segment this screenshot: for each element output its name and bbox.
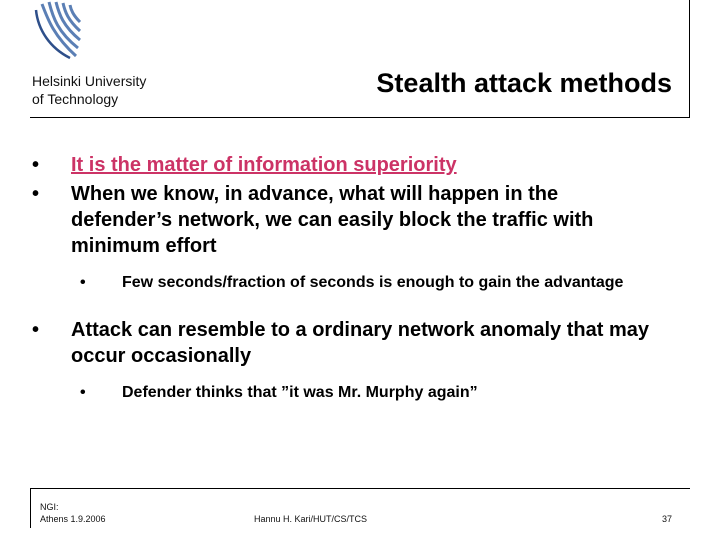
footer-event	[40, 501, 106, 525]
bullet-list	[32, 152, 692, 403]
footer-event-line2: Athens 1.9.2006	[40, 514, 106, 524]
bullet-item-2	[32, 181, 692, 259]
header-divider	[30, 117, 690, 118]
university-line1: Helsinki University	[32, 73, 147, 89]
bullet-dot: •	[32, 183, 40, 205]
bullet-item-3	[32, 317, 692, 369]
university-name	[32, 72, 146, 108]
footer-left-border	[30, 488, 31, 528]
sub-bullet-item-2	[71, 383, 692, 403]
sub-bullet-item-1	[71, 273, 692, 293]
bullet-dot: •	[32, 319, 40, 341]
bullet-text: It is the matter of information superiority	[71, 154, 457, 176]
bullet-text: Few seconds/fraction of seconds is enough to gain the advantage	[122, 274, 624, 291]
slide-title: Stealth attack methods	[376, 68, 672, 98]
bullet-item-1	[32, 152, 692, 178]
university-logo	[30, 0, 82, 60]
bullet-text: Defender thinks that ”it was Mr. Murphy again”	[122, 384, 478, 401]
bullet-dot: •	[32, 154, 40, 176]
footer-event-line1: NGI:	[40, 502, 59, 512]
university-line2: of Technology	[32, 91, 119, 107]
bullet-text: When we know, in advance, what will happen in the defender’s network, we can easily block the traffic with minimum effort	[71, 183, 594, 257]
footer-author: Hannu H. Kari/HUT/CS/TCS	[254, 514, 368, 524]
page-number: 37	[662, 514, 673, 524]
bullet-dot: •	[80, 274, 86, 291]
bullet-dot: •	[80, 384, 86, 401]
bullet-text: Attack can resemble to a ordinary network anomaly that may occur occasionally	[71, 319, 649, 367]
footer-divider	[30, 488, 690, 489]
header-right-border	[689, 0, 690, 117]
